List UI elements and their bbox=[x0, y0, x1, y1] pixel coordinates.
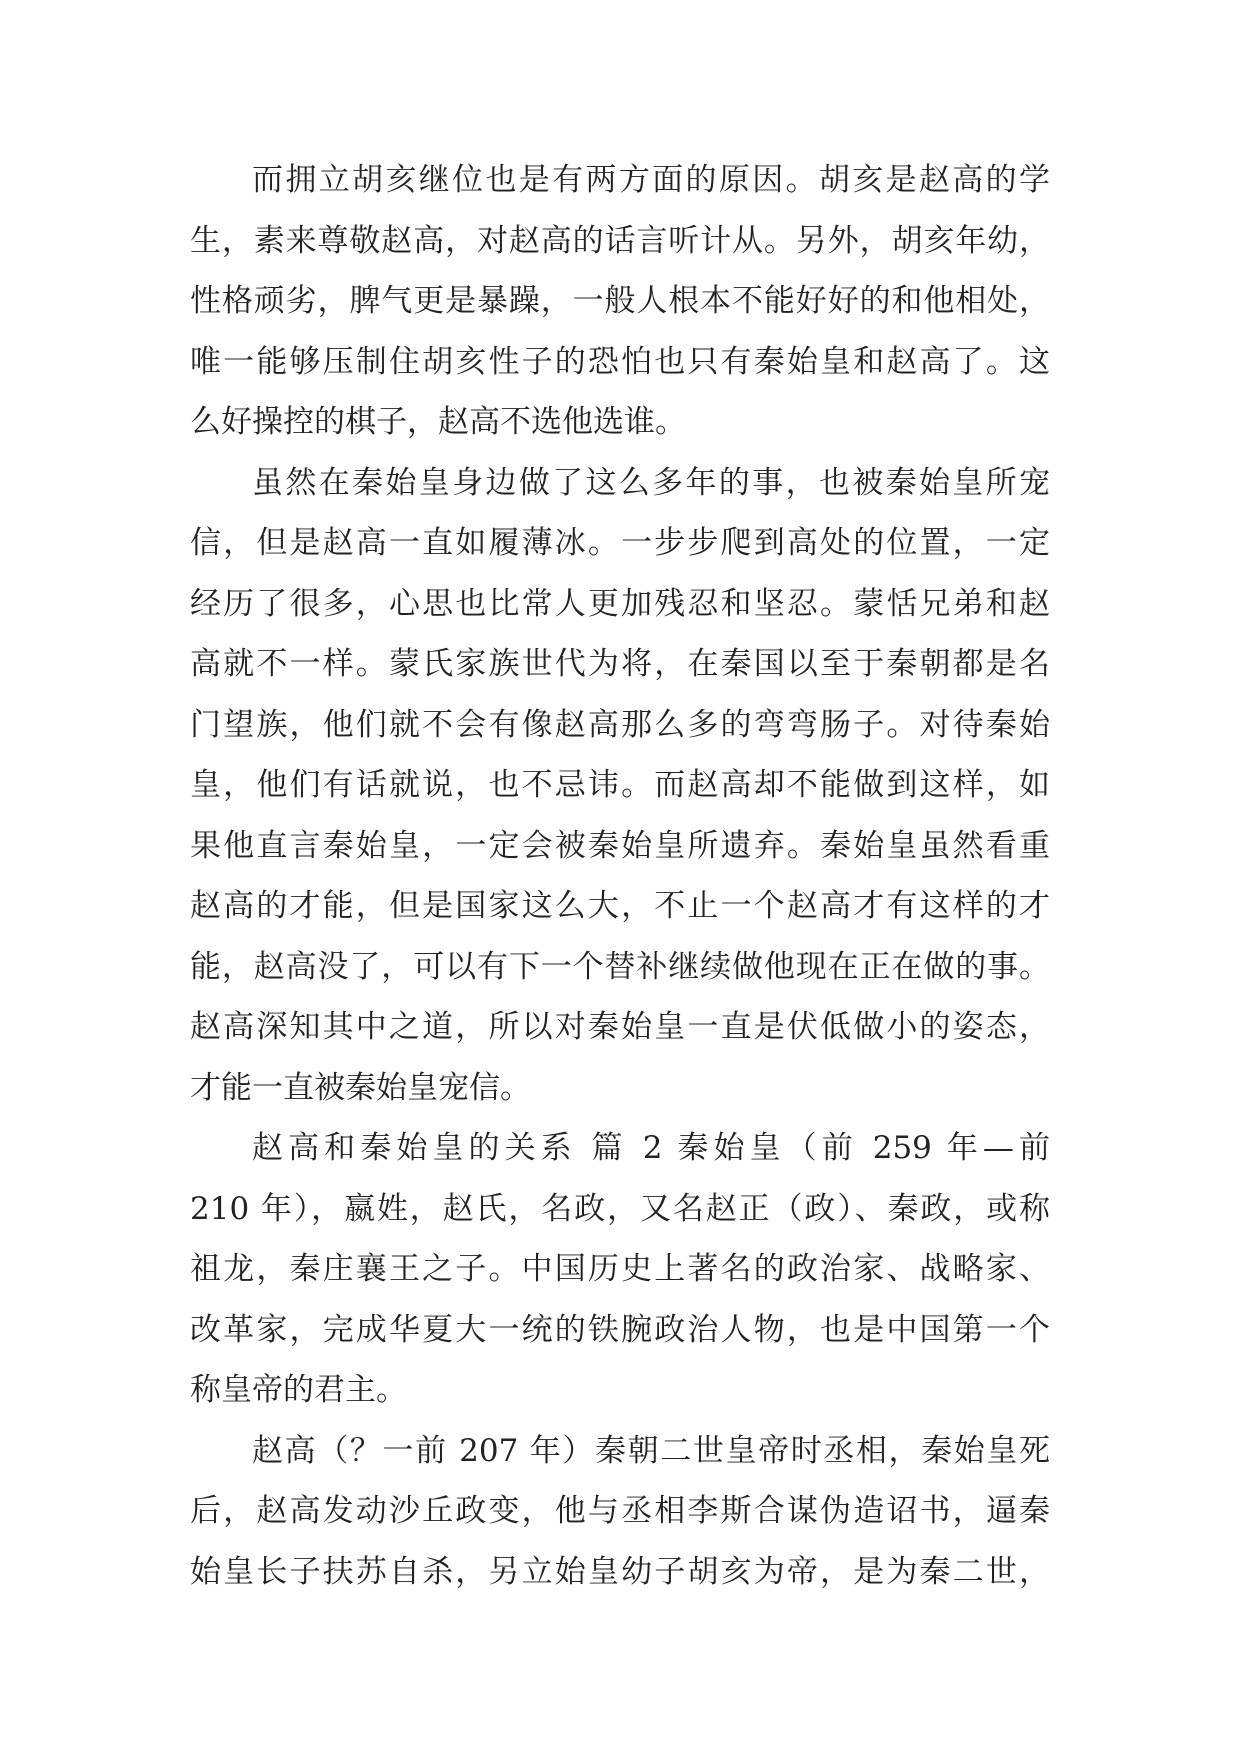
paragraph-line: 么好操控的棋子，赵高不选他选谁。 bbox=[190, 404, 686, 440]
paragraph-line: 虽然在秦始皇身边做了这么多年的事，也被秦始皇所宠 bbox=[252, 464, 1050, 501]
paragraph-line: 信，但是赵高一直如履薄冰。一步步爬到高处的位置，一定 bbox=[190, 525, 1050, 561]
document-body bbox=[190, 150, 1050, 1602]
paragraph-line: 而拥立胡亥继位也是有两方面的原因。胡亥是赵高的学 bbox=[252, 162, 1050, 198]
paragraph-line: 赵高深知其中之道，所以对秦始皇一直是伏低做小的姿态， bbox=[190, 1009, 1050, 1045]
paragraph-line: 210 年），嬴姓，赵氏，名政，又名赵正（政）、秦政，或称 bbox=[190, 1190, 1050, 1227]
paragraph-line: 才能一直被秦始皇宠信。 bbox=[190, 1069, 531, 1106]
paragraph-line: 经历了很多，心思也比常人更加残忍和坚忍。蒙恬兄弟和赵 bbox=[190, 585, 1050, 622]
paragraph-line: 称皇帝的君主。 bbox=[190, 1372, 407, 1408]
paragraph-line: 祖龙，秦庄襄王之子。中国历史上著名的政治家、战略家、 bbox=[190, 1251, 1050, 1287]
paragraph-line: 门望族，他们就不会有像赵高那么多的弯弯肠子。对待秦始 bbox=[190, 706, 1050, 743]
paragraph-line: 唯一能够压制住胡亥性子的恐怕也只有秦始皇和赵高了。这 bbox=[190, 343, 1050, 380]
paragraph-line: 皇，他们有话就说，也不忌讳。而赵高却不能做到这样，如 bbox=[190, 767, 1050, 803]
paragraph-line: 改革家，完成华夏大一统的铁腕政治人物，也是中国第一个 bbox=[190, 1311, 1050, 1348]
paragraph-4 bbox=[190, 1421, 1050, 1603]
paragraph-3 bbox=[190, 1118, 1050, 1421]
paragraph-line: 始皇长子扶苏自杀，另立始皇幼子胡亥为帝，是为秦二世， bbox=[190, 1553, 1050, 1590]
paragraph-line: 生，素来尊敬赵高，对赵高的话言听计从。另外，胡亥年幼， bbox=[190, 222, 1050, 259]
paragraph-2 bbox=[190, 453, 1050, 1119]
paragraph-1 bbox=[190, 150, 1050, 453]
paragraph-line: 性格顽劣，脾气更是暴躁，一般人根本不能好好的和他相处， bbox=[190, 283, 1050, 319]
paragraph-line: 赵高的才能，但是国家这么大，不止一个赵高才有这样的才 bbox=[190, 888, 1050, 924]
paragraph-line: 赵高和秦始皇的关系 篇 2 秦始皇（前 259 年—前 bbox=[252, 1130, 1050, 1166]
paragraph-line: 后，赵高发动沙丘政变，他与丞相李斯合谋伪造诏书，逼秦 bbox=[190, 1493, 1050, 1529]
paragraph-line: 果他直言秦始皇，一定会被秦始皇所遗弃。秦始皇虽然看重 bbox=[190, 827, 1050, 864]
paragraph-line: 高就不一样。蒙氏家族世代为将，在秦国以至于秦朝都是名 bbox=[190, 646, 1050, 682]
paragraph-line: 能，赵高没了，可以有下一个替补继续做他现在正在做的事。 bbox=[190, 948, 1050, 985]
paragraph-line: 赵高（？一前 207 年）秦朝二世皇帝时丞相，秦始皇死 bbox=[252, 1432, 1050, 1469]
